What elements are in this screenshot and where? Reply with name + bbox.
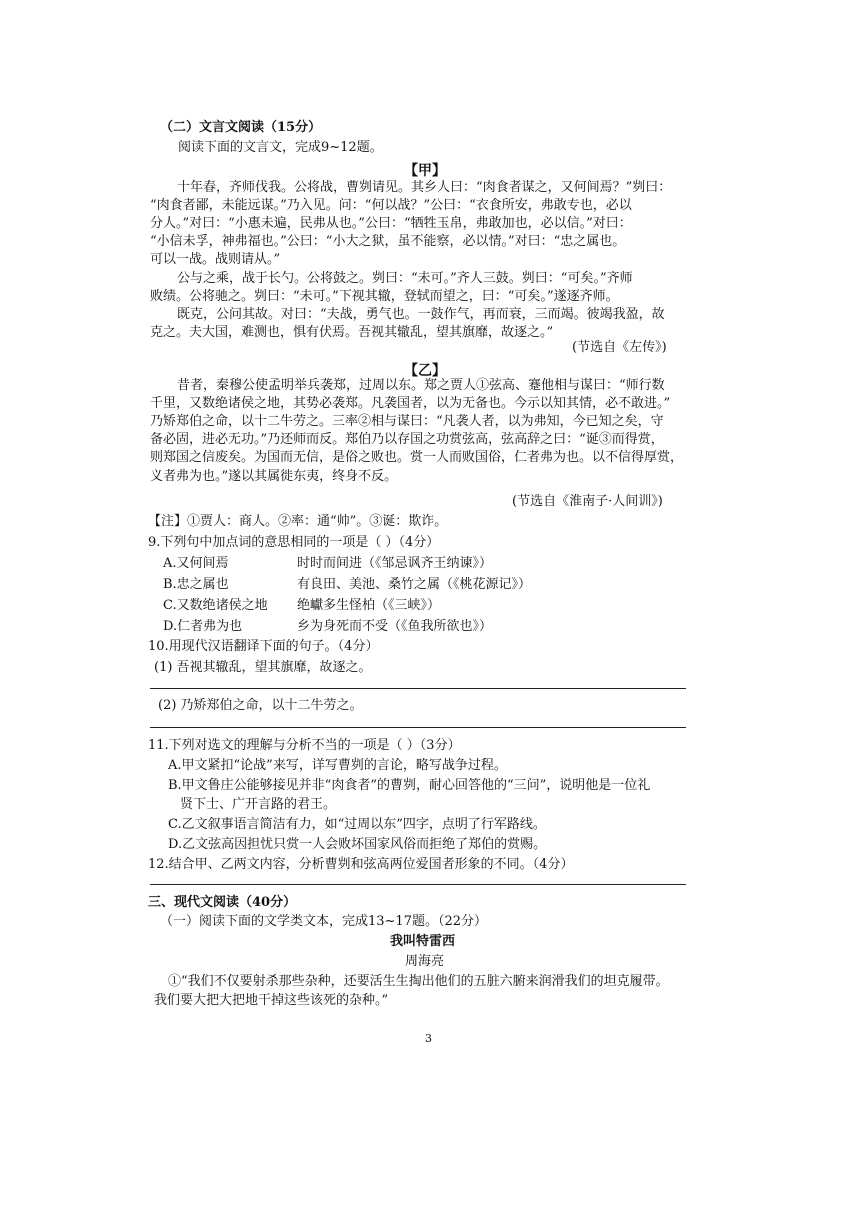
passage-line: 公与之乘，战于长勺。公将鼓之。刿曰：“未可。”齐人三鼓。刿曰：“可矣。”齐师 <box>177 271 633 286</box>
option-line: A.甲文紧扣“论战”来写，详写曹刿的言论，略写战争过程。 <box>168 758 507 773</box>
question-9-stem: 9.下列句中加点词的意思相同的一项是（ ）（4分） <box>148 535 440 550</box>
option-d-left: D.仁者弗为也 <box>163 619 243 634</box>
passage-line: 乃矫郑伯之命，以十二牛劳之。三率②相与谋曰：“凡袭人者，以为弗知，今已知之矣，守 <box>150 414 664 429</box>
section-3-instruction: （一）阅读下面的文学类文本，完成13~17题。（22分） <box>160 914 488 929</box>
passage-line: 则郑国之信废矣。为国而无信，是俗之败也。赏一人而败国俗，仁者弗为也。以不信得厚赏， <box>150 450 684 465</box>
option-line: C.乙文叙事语言简洁有力，如“过周以东”四字，点明了行军路线。 <box>168 817 546 832</box>
annotation-note: 【注】①贾人：商人。②率：通“帅”。③诞：欺诈。 <box>148 514 448 529</box>
instruction: 阅读下面的文言文，完成9~12题。 <box>178 140 383 155</box>
option-line: D.乙文弦高因担忧只赏一人会败坏国家风俗而拒绝了郑伯的赏赐。 <box>168 837 547 852</box>
story-title: 我叫特雷西 <box>390 934 456 949</box>
passage-line: 既克，公问其故。对曰：“夫战，勇气也。一鼓作气，再而衰，三而竭。彼竭我盈，故 <box>177 307 665 322</box>
story-author: 周海亮 <box>405 954 445 969</box>
passage-line: 可以一战。战则请从。” <box>150 252 281 267</box>
section-3-heading: 三、现代文阅读（40分） <box>148 895 297 910</box>
answer-line <box>150 688 686 689</box>
passage-jia-source: (节选自《左传》) <box>572 340 667 355</box>
question-10-item-2: (2) 乃矫郑伯之命，以十二牛劳之。 <box>158 698 363 713</box>
passage-line: 千里，又数绝诸侯之地，其势必袭郑。凡袭国者，以为无备也。今示以知其情，必不敢进。” <box>150 396 671 411</box>
option-d-right: 乡为身死而不受（《鱼我所欲也》） <box>297 619 493 634</box>
story-paragraph-line: ①“我们不仅要射杀那些杂种，还要活生生掏出他们的五脏六腑来润滑我们的坦克履带。 <box>168 974 669 989</box>
option-c-left: C.又数绝诸侯之地 <box>163 598 268 613</box>
passage-line: 十年春，齐师伐我。公将战，曹刿请见。其乡人曰：“肉食者谋之，又何间焉？”刿曰： <box>177 180 672 195</box>
passage-line: 义者弗为也。”遂以其属徙东夷，终身不反。 <box>150 469 398 484</box>
answer-line <box>150 727 686 728</box>
passage-line: 克之。夫大国，难测也，惧有伏焉。吾视其辙乱，望其旗靡，故逐之。” <box>150 325 554 340</box>
passage-line: “小信未孚，神弗福也。”公曰：“小大之狱，虽不能察，必以情。”对曰：“忠之属也。 <box>150 234 626 249</box>
answer-line <box>150 884 686 885</box>
option-b-right: 有良田、美池、桑竹之属（《桃花源记》） <box>297 577 532 592</box>
passage-line: 分人。”对曰：“小惠未遍，民弗从也。”公曰：“牺牲玉帛，弗敢加也，必以信。”对曰： <box>150 216 632 231</box>
passage-line: 备必固，进必无功。”乃还师而反。郑伯乃以存国之功赏弦高，弦高辞之曰：“诞③而得赏， <box>150 432 664 447</box>
passage-line: 昔者，秦穆公使孟明举兵袭郑，过周以东。郑之贾人①弦高、蹇他相与谋曰：“师行数 <box>177 378 665 393</box>
question-10-stem: 10.用现代汉语翻译下面的句子。（4分） <box>148 639 379 654</box>
option-c-right: 绝巘多生怪柏（《三峡》） <box>297 598 441 613</box>
option-a-left: A.又何间焉 <box>163 556 229 571</box>
question-11-stem: 11.下列对选文的理解与分析不当的一项是（ ）（3分） <box>148 738 461 753</box>
passage-yi-source: (节选自《淮南子·人间训》) <box>512 494 663 509</box>
page-number: 3 <box>425 1032 432 1045</box>
passage-line: 败绩。公将驰之。刿曰：“未可。”下视其辙，登轼而望之，曰：“可矣。”遂逐齐师。 <box>150 289 619 304</box>
option-a-right: 时时而间进（《邹忌讽齐王纳谏》） <box>297 556 493 571</box>
option-b-left: B.忠之属也 <box>163 577 229 592</box>
passage-jia-title: 【甲】 <box>404 163 446 179</box>
story-paragraph-line: 我们要大把大把地干掉这些该死的杂种。” <box>154 993 389 1008</box>
passage-yi-title: 【乙】 <box>404 363 446 379</box>
passage-line: “肉食者鄙，未能远谋。”乃入见。问：“何以战？”公曰：“衣食所安，弗敢专也，必以 <box>150 198 632 213</box>
question-12-stem: 12.结合甲、乙两文内容，分析曹刿和弦高两位爱国者形象的不同。（4分） <box>148 857 574 872</box>
option-line: 贤下士、广开言路的君王。 <box>180 797 337 812</box>
option-line: B.甲文鲁庄公能够接见并非“肉食者”的曹刿，耐心回答他的“三问”，说明他是一位礼 <box>168 778 651 793</box>
question-10-item-1: (1) 吾视其辙乱，望其旗靡，故逐之。 <box>154 660 372 675</box>
section-heading: （二）文言文阅读（15分） <box>160 120 322 135</box>
